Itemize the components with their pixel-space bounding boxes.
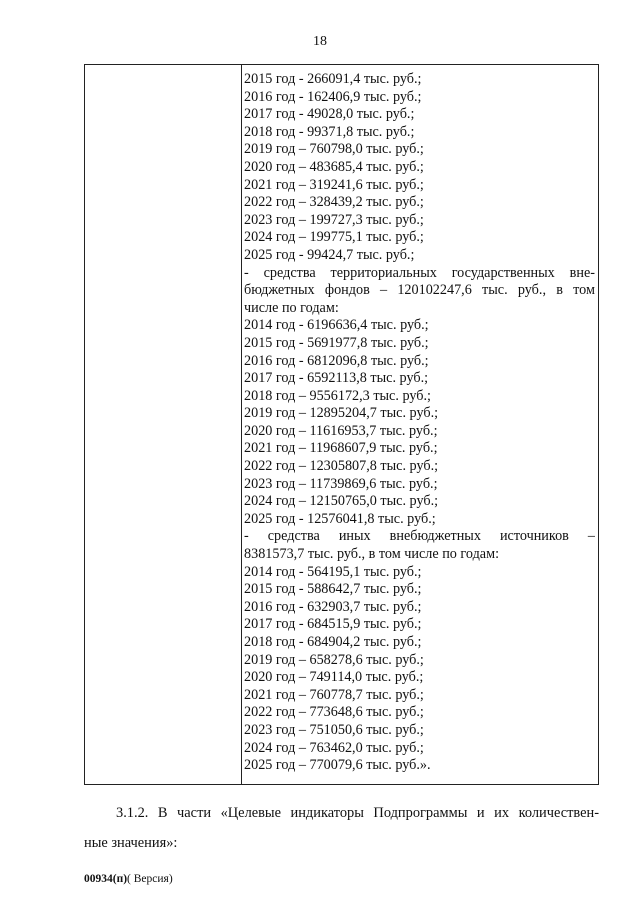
table-line: 2023 год – 199727,3 тыс. руб.; (244, 211, 424, 228)
table-line: 8381573,7 тыс. руб., в том числе по годам: (244, 546, 500, 563)
table-line: 2018 год – 9556172,3 тыс. руб.; (244, 387, 431, 404)
table-line: 2022 год – 328439,2 тыс. руб.; (244, 194, 424, 211)
funding-table (84, 64, 599, 785)
table-line: 2019 год – 12895204,7 тыс. руб.; (244, 405, 439, 422)
table-line: 2015 год - 588642,7 тыс. руб.; (244, 581, 422, 598)
page-number: 18 (313, 34, 327, 49)
table-line: 2025 год - 99424,7 тыс. руб.; (244, 246, 415, 263)
table-line: 2022 год – 12305807,8 тыс. руб.; (244, 458, 439, 475)
table-line: 2024 год – 763462,0 тыс. руб.; (244, 739, 424, 756)
document-version: ( Версия) (127, 873, 173, 885)
table-line: 2014 год - 564195,1 тыс. руб.; (244, 563, 422, 580)
table-line: 2021 год – 319241,6 тыс. руб.; (244, 176, 424, 193)
table-line: 2014 год - 6196636,4 тыс. руб.; (244, 317, 429, 334)
table-line: 2021 год – 11968607,9 тыс. руб.; (244, 440, 438, 457)
table-line: 2025 год - 12576041,8 тыс. руб.; (244, 510, 436, 527)
table-line: 2018 год - 99371,8 тыс. руб.; (244, 123, 415, 140)
table-line: 2025 год – 770079,6 тыс. руб.». (244, 757, 431, 774)
table-line: 2019 год – 658278,6 тыс. руб.; (244, 651, 424, 668)
table-line: 2016 год - 162406,9 тыс. руб.; (244, 88, 422, 105)
table-right-cell (242, 65, 598, 784)
table-line: 2022 год – 773648,6 тыс. руб.; (244, 704, 424, 721)
table-line: 2016 год - 632903,7 тыс. руб.; (244, 598, 422, 615)
table-line: 2015 год - 5691977,8 тыс. руб.; (244, 334, 429, 351)
table-line: 2024 год – 12150765,0 тыс. руб.; (244, 493, 439, 510)
table-line: 2024 год – 199775,1 тыс. руб.; (244, 229, 424, 246)
table-line: 2017 год - 6592113,8 тыс. руб.; (244, 370, 429, 387)
table-line: числе по годам: (244, 299, 339, 316)
table-line: бюджетных фондов – 120102247,6 тыс. руб., в том (244, 282, 595, 299)
table-line: 2023 год – 11739869,6 тыс. руб.; (244, 475, 438, 492)
table-line: 2021 год – 760778,7 тыс. руб.; (244, 686, 424, 703)
table-line: - средства иных внебюджетных источников – (244, 528, 595, 545)
table-line: 2023 год – 751050,6 тыс. руб.; (244, 721, 424, 738)
table-line: 2020 год – 749114,0 тыс. руб.; (244, 669, 424, 686)
document-footer (84, 873, 173, 885)
table-line: 2018 год - 684904,2 тыс. руб.; (244, 634, 422, 650)
table-line: 2020 год – 483685,4 тыс. руб.; (244, 158, 424, 175)
paragraph-line-1: 3.1.2. В части «Целевые индикаторы Подпрограммы и их количествен- (116, 805, 599, 821)
table-left-cell (85, 65, 242, 784)
table-line: 2015 год - 266091,4 тыс. руб.; (244, 71, 422, 87)
table-line: 2017 год - 684515,9 тыс. руб.; (244, 616, 422, 633)
paragraph-line-2: ные значения»: (84, 835, 178, 851)
table-line: 2017 год - 49028,0 тыс. руб.; (244, 106, 415, 123)
table-line: 2016 год - 6812096,8 тыс. руб.; (244, 352, 429, 369)
table-line: - средства территориальных государственных вне- (244, 264, 595, 281)
table-line: 2019 год – 760798,0 тыс. руб.; (244, 141, 424, 158)
table-line: 2020 год – 11616953,7 тыс. руб.; (244, 422, 438, 439)
document-code: 00934(п) (84, 873, 128, 885)
